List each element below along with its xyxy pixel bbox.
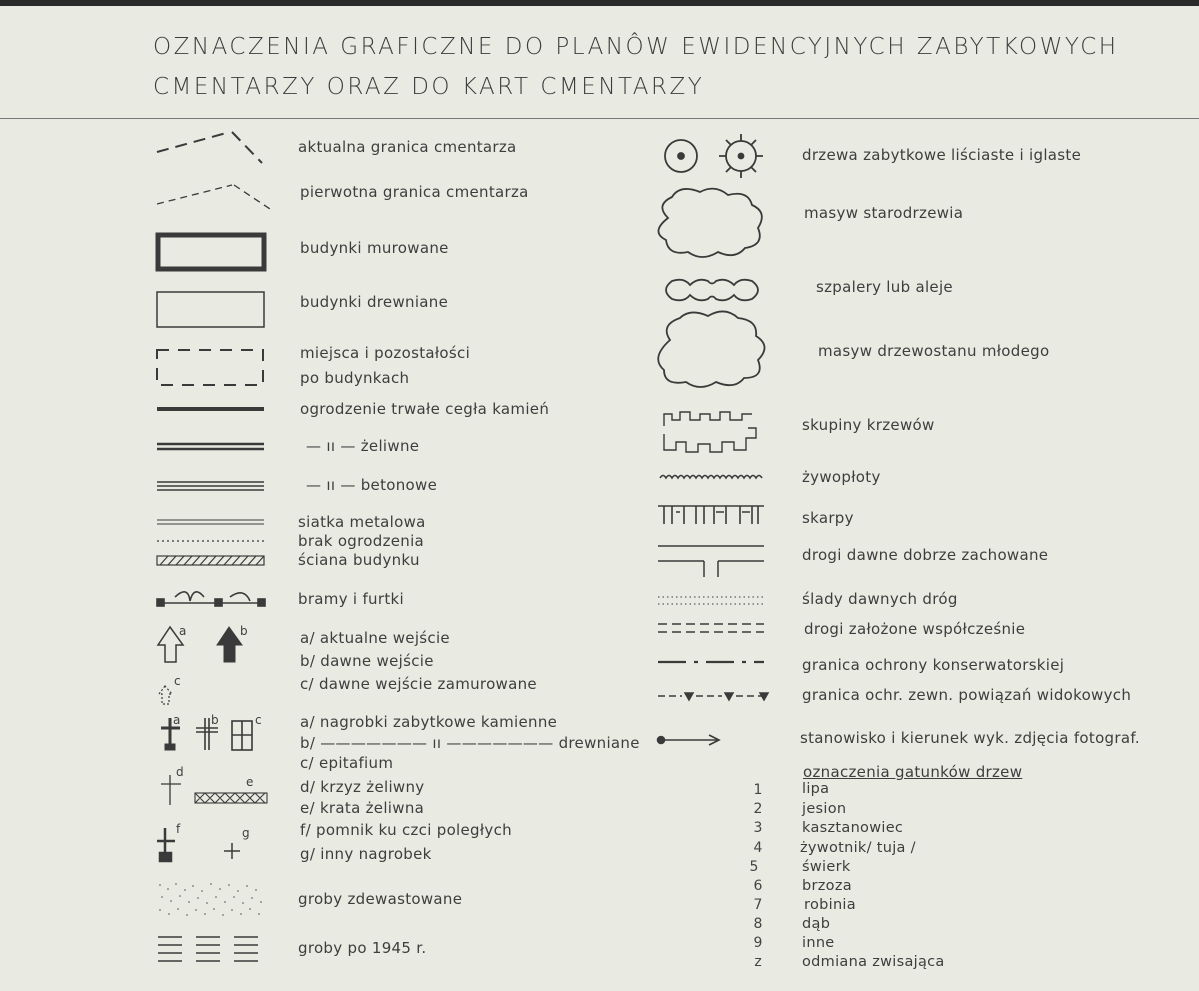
label-building-remains-1: miejsca i pozostałości: [300, 344, 471, 362]
label-old-roads: drogi dawne dobrze zachowane: [802, 546, 1049, 564]
concrete-fence-icon: [157, 482, 264, 490]
label-current-entrance: a/ aktualne wejście: [300, 629, 450, 647]
species-name: robinia: [804, 897, 856, 913]
label-other-tombstone: g/ inny nagrobek: [300, 845, 432, 863]
label-wooden-buildings: budynki drewniane: [300, 293, 449, 311]
war-memorial-icon: [157, 828, 175, 861]
label-mesh-fence: siatka metalowa: [298, 513, 426, 531]
old-tree-mass-icon: [658, 189, 761, 257]
label-stone-tombstones: a/ nagrobki zabytkowe kamienne: [300, 713, 558, 731]
masonry-building-icon: [158, 235, 264, 269]
cast-iron-grille-icon: [195, 793, 267, 803]
species-num: 4: [753, 840, 763, 856]
title-line-1: OZNACZENIA GRAFICZNE DO PLANÔW EWIDENCYJNYCH ZABYTKOWYCH: [153, 34, 1119, 60]
tag-g: g: [242, 826, 250, 840]
tag-f: f: [176, 822, 181, 836]
tag-a-entrance: a: [179, 624, 187, 638]
label-former-entrance: b/ dawne wejście: [300, 652, 434, 670]
species-name: dąb: [802, 916, 831, 932]
gate-icon: [157, 592, 265, 606]
title-line-2: CMENTARZY ORAZ DO KART CMENTARZY: [153, 74, 705, 100]
shrub-groups-icon: [664, 412, 756, 452]
label-cast-iron-fence: — ıı — żeliwne: [306, 437, 420, 455]
species-name: lipa: [802, 781, 830, 797]
walled-entrance-icon: [159, 686, 172, 704]
label-photo-position: stanowisko i kierunek wyk. zdjęcia fotograf.: [800, 729, 1140, 747]
label-conservation-boundary: granica ochrony konserwatorskiej: [802, 656, 1065, 674]
tag-b-entrance: b: [240, 624, 248, 638]
label-view-boundary: granica ochr. zewn. powiązań widokowych: [802, 686, 1132, 704]
photo-position-icon: [658, 735, 720, 745]
species-name: kasztanowiec: [802, 820, 904, 836]
label-cast-iron-cross: d/ krzyz żeliwny: [300, 778, 425, 796]
original-boundary-icon: [157, 185, 270, 209]
tag-e: e: [246, 775, 254, 789]
deciduous-tree-icon: [665, 140, 697, 172]
tag-c-entrance: c: [174, 674, 181, 688]
other-tombstone-icon: [224, 843, 240, 859]
species-name: brzoza: [802, 878, 852, 894]
species-num: 7: [753, 897, 763, 913]
label-post-1945-graves: groby po 1945 r.: [298, 939, 427, 957]
label-devastated-graves: groby zdewastowane: [298, 890, 463, 908]
former-entrance-icon: [217, 627, 242, 662]
label-concrete-fence: — ıı — betonowe: [306, 476, 438, 494]
label-epitaph: c/ epitafium: [300, 754, 394, 772]
label-cast-iron-grille: e/ krata żeliwna: [300, 799, 425, 817]
building-wall-icon: [157, 556, 264, 565]
tag-b-tomb: b: [211, 713, 219, 727]
devastated-graves-icon: [159, 883, 262, 916]
label-war-memorial: f/ pomnik ku czci poległych: [300, 821, 512, 839]
species-name: żywotnik/ tuja /: [800, 840, 916, 856]
species-num: 9: [753, 935, 763, 951]
tag-a-tomb: a: [173, 713, 181, 727]
species-name: jesion: [802, 801, 847, 817]
label-original-boundary: pierwotna granica cmentarza: [300, 183, 529, 201]
label-hedges: żywopłoty: [802, 468, 881, 486]
species-name: inne: [802, 935, 835, 951]
old-roads-icon: [658, 546, 764, 577]
label-gates: bramy i furtki: [298, 590, 404, 608]
conifer-tree-icon: [719, 134, 763, 178]
road-traces-icon: [658, 597, 764, 604]
species-num: 5: [749, 859, 759, 875]
species-num: z: [754, 954, 762, 970]
species-num: 2: [753, 801, 763, 817]
post-1945-graves-icon: [158, 937, 258, 961]
label-permanent-fence: ogrodzenie trwałe cegła kamień: [300, 400, 550, 418]
label-historic-trees: drzewa zabytkowe liściaste i iglaste: [802, 146, 1082, 164]
current-boundary-icon: [157, 132, 262, 163]
young-tree-mass-icon: [658, 311, 764, 387]
mesh-fence-icon: [157, 520, 264, 524]
species-num: 8: [753, 916, 763, 932]
label-wooden-tombstones: b/ ——————— ıı ——————— drewniane: [300, 734, 640, 752]
species-num: 1: [753, 782, 763, 798]
label-current-boundary: aktualna granica cmentarza: [298, 138, 517, 156]
label-no-fence: brak ogrodzenia: [298, 532, 425, 550]
species-header: oznaczenia gatunków drzew: [803, 763, 1023, 781]
label-building-remains-2: po budynkach: [300, 369, 410, 387]
label-masonry-buildings: budynki murowane: [300, 239, 449, 257]
epitaph-icon: [232, 721, 252, 750]
label-road-traces: ślady dawnych dróg: [802, 590, 958, 608]
label-young-tree-mass: masyw drzewostanu młodego: [818, 342, 1050, 360]
tag-c-tomb: c: [255, 713, 262, 727]
new-roads-icon: [658, 624, 764, 632]
view-protection-boundary-icon: [658, 693, 768, 700]
hedge-icon: [660, 476, 762, 479]
species-name: odmiana zwisająca: [802, 954, 945, 970]
cast-iron-cross-icon: [161, 775, 181, 805]
label-new-roads: drogi założone współcześnie: [804, 620, 1026, 638]
label-building-wall: ściana budynku: [298, 551, 420, 569]
species-num: 3: [753, 820, 763, 836]
label-old-tree-mass: masyw starodrzewia: [804, 204, 964, 222]
avenue-icon: [666, 280, 758, 301]
label-escarpments: skarpy: [802, 509, 854, 527]
cast-iron-fence-icon: [157, 444, 264, 449]
species-name: świerk: [802, 859, 851, 875]
species-num: 6: [753, 878, 763, 894]
label-walled-entrance: c/ dawne wejście zamurowane: [300, 675, 537, 693]
building-remains-icon: [157, 350, 263, 385]
escarpment-icon: [658, 506, 764, 524]
label-avenues: szpalery lub aleje: [816, 278, 953, 296]
wooden-building-icon: [157, 292, 264, 327]
tag-d: d: [176, 765, 184, 779]
label-shrub-groups: skupiny krzewów: [802, 416, 935, 434]
